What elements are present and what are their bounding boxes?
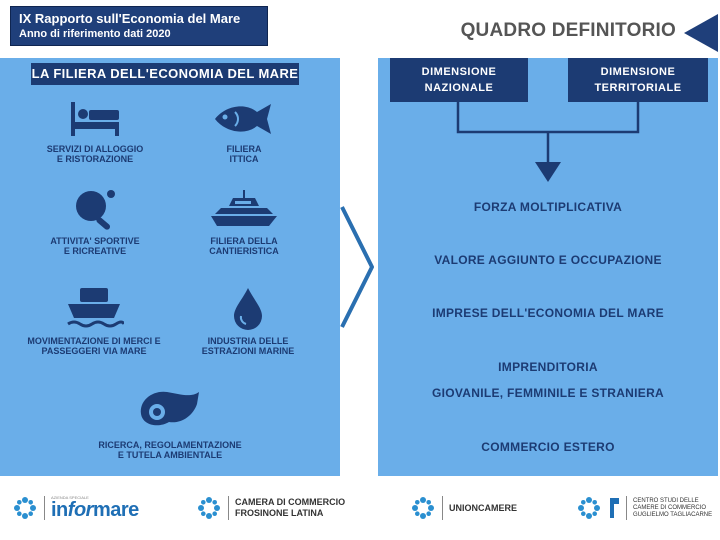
category-label: FILIERA DELLA CANTIERISTICA [209, 236, 279, 256]
category-ricerca [70, 384, 270, 460]
category-label: FILIERA ITTICA [226, 144, 262, 164]
report-title: IX Rapporto sull'Economia del Mare [19, 11, 241, 26]
section-title: QUADRO DEFINITORIO [460, 20, 676, 41]
chevron-right-icon [338, 205, 378, 329]
report-subtitle: Anno di riferimento dati 2020 [19, 28, 171, 40]
tagliacarne-logo-text: CENTRO STUDI DELLE CAMERE DI COMMERCIO GUGLIELMO TAGLIACARNE [633, 497, 713, 518]
logo-informare[interactable] [12, 490, 139, 526]
report-title-box [10, 6, 268, 46]
flower-logo-icon [12, 495, 38, 521]
informare-word-for: for [67, 499, 93, 521]
camera-logo-text: CAMERA DI COMMERCIO FROSINONE LATINA [235, 497, 346, 518]
category-cantieristica [174, 186, 314, 256]
item-imprenditoria: IMPRENDITORIA [498, 360, 598, 374]
item-giovanile: GIOVANILE, FEMMINILE E STRANIERA [431, 386, 665, 400]
bed-icon [67, 98, 123, 140]
category-movimentazione [6, 284, 182, 356]
arrow-down-icon [535, 162, 561, 182]
flower-logo-icon [196, 495, 222, 521]
quadro-panel [378, 58, 718, 476]
tagliacarne-mark-icon [606, 496, 620, 520]
category-estrazioni [178, 284, 318, 356]
category-label: ATTIVITA' SPORTIVE E RICREATIVE [50, 236, 140, 256]
ship-icon [64, 284, 124, 332]
ping-pong-icon [67, 186, 123, 232]
drop-icon [228, 284, 268, 332]
category-label: INDUSTRIA DELLE ESTRAZIONI MARINE [201, 336, 295, 356]
informare-word-mare: mare [92, 499, 139, 521]
category-alloggio [20, 98, 170, 164]
informare-word-in: in [51, 499, 68, 521]
back-arrow-icon[interactable] [684, 14, 718, 52]
category-label: MOVIMENTAZIONE DI MERCI E PASSEGGERI VIA MARE [27, 336, 161, 356]
dimension-nazionale: DIMENSIONE NAZIONALE [390, 58, 528, 102]
yacht-icon [209, 186, 279, 232]
category-label: SERVIZI DI ALLOGGIO E RISTORAZIONE [46, 144, 144, 164]
item-valore: VALORE AGGIUNTO E OCCUPAZIONE [434, 253, 662, 267]
logo-separator [44, 496, 45, 520]
logo-unioncamere[interactable] [410, 490, 517, 526]
logo-tagliacarne[interactable] [576, 490, 712, 526]
shell-icon [135, 384, 205, 436]
informare-tagline: AZIENDA SPECIALE [51, 495, 89, 500]
item-commercio: COMMERCIO ESTERO [481, 440, 615, 454]
logo-separator [442, 496, 443, 520]
flower-logo-icon [410, 495, 436, 521]
logo-separator [228, 496, 229, 520]
informare-wordmark [51, 496, 139, 520]
fish-icon [211, 98, 277, 140]
category-ittica [174, 98, 314, 164]
item-forza: FORZA MOLTIPLICATIVA [473, 200, 623, 214]
item-imprese: IMPRESE DELL'ECONOMIA DEL MARE [432, 306, 664, 320]
logo-camera-commercio[interactable] [196, 490, 345, 526]
logo-separator [626, 496, 627, 520]
category-sportive [20, 186, 170, 256]
category-label: RICERCA, REGOLAMENTAZIONE E TUTELA AMBIENTALE [98, 440, 242, 460]
filiera-panel [0, 58, 340, 476]
unioncamere-logo-text: UNIONCAMERE [449, 503, 518, 513]
flower-logo-icon [576, 495, 602, 521]
dimension-territoriale: DIMENSIONE TERRITORIALE [568, 58, 708, 102]
filiera-title: LA FILIERA DELL'ECONOMIA DEL MARE [31, 63, 299, 85]
